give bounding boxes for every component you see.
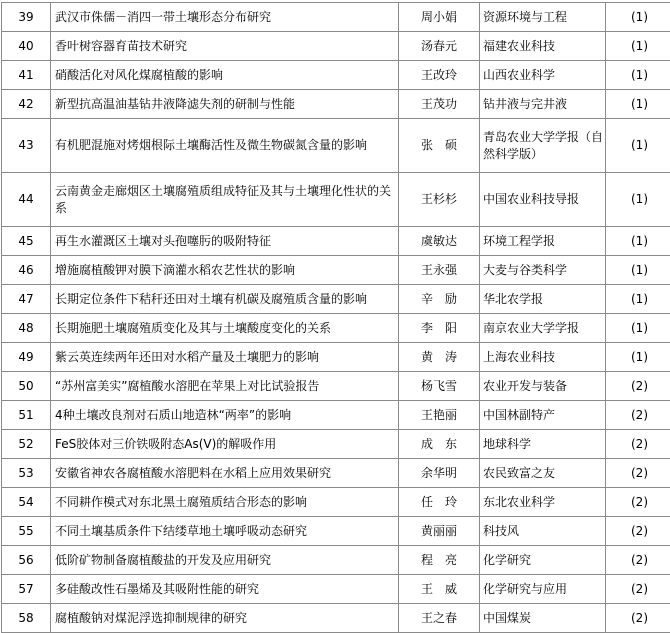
journal-name: 青岛农业大学学报（自然科学版） (480, 119, 606, 173)
row-number: 46 (2, 256, 51, 285)
journal-name: 中国林副特产 (480, 401, 606, 430)
issue-number: (1) (606, 314, 670, 343)
issue-number: (2) (606, 517, 670, 546)
table-row (2, 314, 670, 343)
paper-title: 腐植酸钠对煤泥浮选抑制规律的研究 (51, 604, 399, 633)
issue-number: (1) (606, 256, 670, 285)
publication-table (1, 2, 670, 633)
journal-name: 华北农学报 (480, 285, 606, 314)
issue-number: (1) (606, 3, 670, 32)
paper-title: 低阶矿物制备腐植酸盐的开发及应用研究 (51, 546, 399, 575)
row-number: 55 (2, 517, 51, 546)
author-name: 任 玲 (399, 488, 480, 517)
journal-name: 化学研究 (480, 546, 606, 575)
table-row (2, 604, 670, 633)
row-number: 57 (2, 575, 51, 604)
journal-name: 科技风 (480, 517, 606, 546)
issue-number: (2) (606, 604, 670, 633)
author-name: 成 东 (399, 430, 480, 459)
author-name: 汤春元 (399, 32, 480, 61)
row-number: 53 (2, 459, 51, 488)
author-name: 王之春 (399, 604, 480, 633)
table-row (2, 488, 670, 517)
table-row (2, 227, 670, 256)
issue-number: (1) (606, 61, 670, 90)
paper-title: 多硅酸改性石墨烯及其吸附性能的研究 (51, 575, 399, 604)
paper-title: 不同土壤基质条件下结缕草地土壤呼吸动态研究 (51, 517, 399, 546)
author-name: 张 硕 (399, 119, 480, 173)
author-name: 王改玲 (399, 61, 480, 90)
author-name: 王永强 (399, 256, 480, 285)
table-row (2, 430, 670, 459)
issue-number: (1) (606, 285, 670, 314)
table-row (2, 3, 670, 32)
table-row (2, 173, 670, 227)
row-number: 47 (2, 285, 51, 314)
paper-title: 香叶树容器育苗技术研究 (51, 32, 399, 61)
journal-name: 中国农业科技导报 (480, 173, 606, 227)
issue-number: (2) (606, 546, 670, 575)
paper-title: 硝酸活化对风化煤腐植酸的影响 (51, 61, 399, 90)
table-row (2, 285, 670, 314)
author-name: 黄丽丽 (399, 517, 480, 546)
paper-title: FeS胶体对三价铁吸附态As(V)的解吸作用 (51, 430, 399, 459)
issue-number: (1) (606, 90, 670, 119)
author-name: 周小娟 (399, 3, 480, 32)
table-row (2, 401, 670, 430)
journal-name: 环境工程学报 (480, 227, 606, 256)
table-row (2, 517, 670, 546)
author-name: 杨飞雪 (399, 372, 480, 401)
row-number: 56 (2, 546, 51, 575)
row-number: 42 (2, 90, 51, 119)
table-row (2, 575, 670, 604)
author-name: 黄 涛 (399, 343, 480, 372)
paper-title: “苏州富美实”腐植酸水溶肥在苹果上对比试验报告 (51, 372, 399, 401)
journal-name: 中国煤炭 (480, 604, 606, 633)
journal-name: 农业开发与装备 (480, 372, 606, 401)
author-name: 程 亮 (399, 546, 480, 575)
paper-title: 再生水灌溉区土壤对头孢噻肟的吸附特征 (51, 227, 399, 256)
row-number: 43 (2, 119, 51, 173)
issue-number: (1) (606, 32, 670, 61)
paper-title: 紫云英连续两年还田对水稻产量及土壤肥力的影响 (51, 343, 399, 372)
journal-name: 资源环境与工程 (480, 3, 606, 32)
author-name: 虞敏达 (399, 227, 480, 256)
paper-title: 4种土壤改良剂对石质山地造林“两率”的影响 (51, 401, 399, 430)
paper-title: 有机肥混施对烤烟根际土壤酶活性及微生物碳氮含量的影响 (51, 119, 399, 173)
issue-number: (2) (606, 488, 670, 517)
author-name: 王艳丽 (399, 401, 480, 430)
paper-title: 新型抗高温油基钻井液降滤失剂的研制与性能 (51, 90, 399, 119)
issue-number: (2) (606, 459, 670, 488)
paper-title: 武汉市侏儒－消四一带土壤形态分布研究 (51, 3, 399, 32)
row-number: 40 (2, 32, 51, 61)
issue-number: (2) (606, 372, 670, 401)
row-number: 58 (2, 604, 51, 633)
row-number: 52 (2, 430, 51, 459)
table-row (2, 372, 670, 401)
issue-number: (1) (606, 227, 670, 256)
journal-name: 钻井液与完井液 (480, 90, 606, 119)
issue-number: (1) (606, 173, 670, 227)
paper-title: 长期定位条件下秸秆还田对土壤有机碳及腐殖质含量的影响 (51, 285, 399, 314)
issue-number: (1) (606, 119, 670, 173)
journal-name: 地球科学 (480, 430, 606, 459)
row-number: 51 (2, 401, 51, 430)
publication-table-body (2, 3, 670, 633)
author-name: 李 阳 (399, 314, 480, 343)
journal-name: 上海农业科技 (480, 343, 606, 372)
journal-name: 大麦与谷类科学 (480, 256, 606, 285)
journal-name: 化学研究与应用 (480, 575, 606, 604)
row-number: 50 (2, 372, 51, 401)
table-row (2, 546, 670, 575)
journal-name: 东北农业科学 (480, 488, 606, 517)
paper-title: 增施腐植酸钾对膜下滴灌水稻农艺性状的影响 (51, 256, 399, 285)
issue-number: (2) (606, 575, 670, 604)
paper-title: 云南黄金走廊烟区土壤腐殖质组成特征及其与土壤理化性状的关系 (51, 173, 399, 227)
author-name: 余华明 (399, 459, 480, 488)
row-number: 41 (2, 61, 51, 90)
issue-number: (2) (606, 430, 670, 459)
journal-name: 福建农业科技 (480, 32, 606, 61)
row-number: 48 (2, 314, 51, 343)
row-number: 45 (2, 227, 51, 256)
row-number: 44 (2, 173, 51, 227)
journal-name: 南京农业大学学报 (480, 314, 606, 343)
paper-title: 长期施肥土壤腐殖质变化及其与土壤酸度变化的关系 (51, 314, 399, 343)
row-number: 39 (2, 3, 51, 32)
table-row (2, 459, 670, 488)
table-row (2, 256, 670, 285)
paper-title: 安徽省神农各腐植酸水溶肥料在水稻上应用效果研究 (51, 459, 399, 488)
issue-number: (2) (606, 401, 670, 430)
table-row (2, 119, 670, 173)
journal-name: 农民致富之友 (480, 459, 606, 488)
paper-title: 不同耕作模式对东北黑土腐殖质结合形态的影响 (51, 488, 399, 517)
issue-number: (1) (606, 343, 670, 372)
author-name: 王茂功 (399, 90, 480, 119)
journal-name: 山西农业科学 (480, 61, 606, 90)
table-row (2, 61, 670, 90)
author-name: 辛 励 (399, 285, 480, 314)
table-row (2, 32, 670, 61)
row-number: 49 (2, 343, 51, 372)
table-row (2, 90, 670, 119)
author-name: 王杉杉 (399, 173, 480, 227)
row-number: 54 (2, 488, 51, 517)
author-name: 王 威 (399, 575, 480, 604)
table-row (2, 343, 670, 372)
